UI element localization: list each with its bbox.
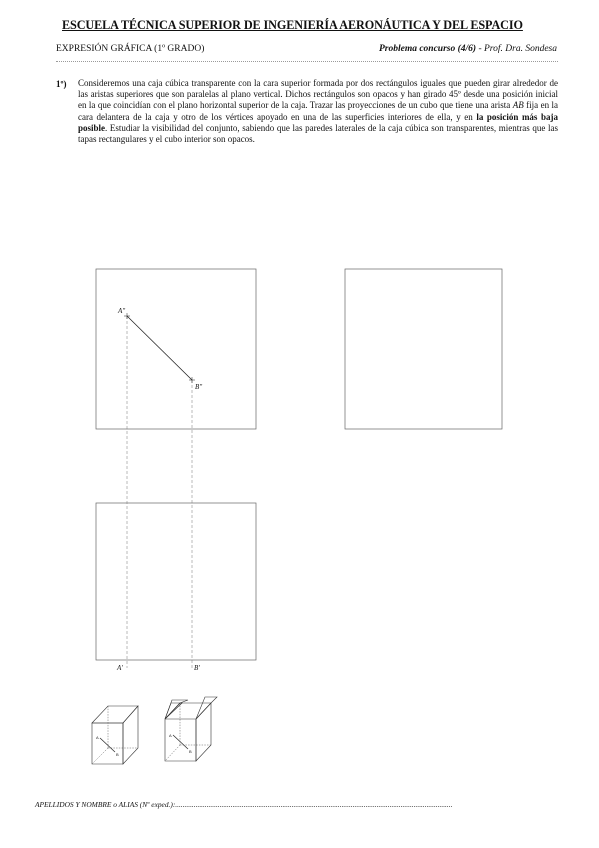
label-b-top: B': [194, 664, 200, 672]
label-b-front: B": [195, 383, 203, 391]
small-label-b-2: B: [189, 749, 192, 754]
subject-label: EXPRESIÓN GRÁFICA (1º GRADO): [56, 44, 205, 54]
front-view-square: [96, 269, 256, 429]
professor-name: - Prof. Dra. Sondesa: [476, 44, 557, 54]
statement-part-2: fija en la cara delantera de la caja y otro de los vértices apoyado en una de las superficies interiores de ella, y en: [78, 100, 558, 122]
top-view-square: [96, 503, 256, 660]
small-label-b-1: B: [116, 752, 119, 757]
box-closed-sketch: [92, 706, 138, 764]
question-number: 1º): [56, 79, 67, 89]
edge-ab-front: [127, 316, 192, 380]
problem-title: Problema concurso (4/6): [378, 44, 477, 54]
statement-part-1: Consideremos una caja cúbica transparente con la cara superior formada por dos rectángulos iguales que pueden girar alrededor de las aristas superiores que son paralelas al plano vertical. Dichos rectángulos son opacos y han girado 45º desde una posición inicial en la que coincidían con el plano horizontal superior de la caja. Trazar las proyecciones de un cubo que tiene una arista: [78, 78, 558, 111]
statement-part-3: . Estudiar la visibilidad del conjunto, sabiendo que las paredes laterales de la caja cúbica son transparentes, mientras que las tapas rectangulares y el cubo interior son opacos.: [78, 122, 558, 145]
school-title: ESCUELA TÉCNICA SUPERIOR DE INGENIERÍA AERONÁUTICA Y DEL ESPACIO: [62, 18, 523, 32]
statement-emphasis: la posición más baja posible: [78, 111, 558, 133]
small-label-a-1: A: [96, 735, 99, 740]
label-a-front: A": [118, 307, 126, 315]
label-a-top: A': [117, 664, 123, 672]
edge-name: AB: [512, 100, 524, 111]
student-name-field[interactable]: APELLIDOS Y NOMBRE o ALIAS (Nº exped.):......................................................................................................................................................: [35, 800, 453, 809]
side-view-square: [345, 269, 502, 429]
small-label-a-2: A: [169, 733, 172, 738]
